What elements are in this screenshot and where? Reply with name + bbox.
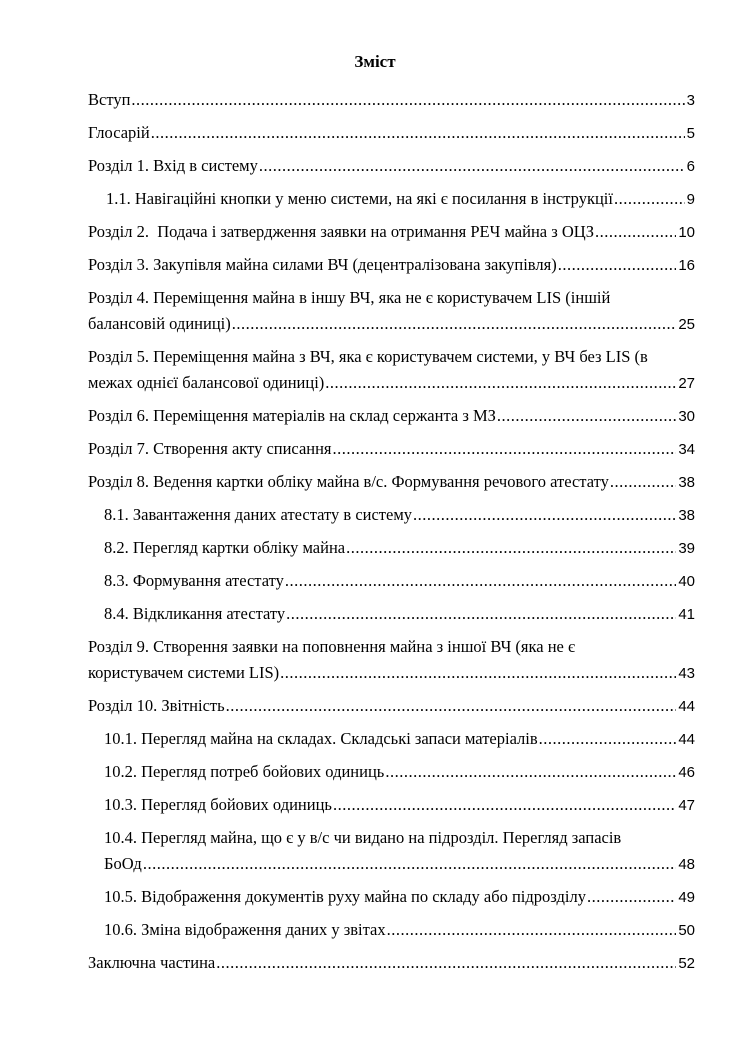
- toc-entry-label: 1.1. Навігаційні кнопки у меню системи, на які є посилання в інструкції: [106, 189, 613, 208]
- toc-entry-section-7[interactable]: [88, 439, 695, 460]
- toc-entry-label: Розділ 2. Подача і затвердження заявки на отримання РЕЧ майна з ОЦЗ: [88, 222, 594, 241]
- toc-entry-label: Розділ 8. Ведення картки обліку майна в/с. Формування речового атестату: [88, 472, 609, 491]
- toc-dot-leader: [286, 604, 676, 624]
- toc-entry-section-1[interactable]: [88, 156, 695, 177]
- toc-page-number: 49: [678, 889, 695, 906]
- toc-page-number: 48: [678, 856, 695, 873]
- toc-page-number: 5: [686, 125, 695, 142]
- toc-entry-label-first-line: Розділ 9. Створення заявки на поповнення майна з іншої ВЧ (яка не є: [88, 637, 576, 656]
- toc-dot-leader: [385, 762, 676, 782]
- toc-page-number: 40: [678, 573, 695, 590]
- toc-entry-section-8-2[interactable]: [104, 538, 695, 559]
- toc-page-number: 44: [678, 731, 695, 748]
- toc-entry-label-first-line: 10.4. Перегляд майна, що є у в/с чи видано на підрозділ. Перегляд запасів: [104, 828, 622, 847]
- toc-page-number: 6: [686, 158, 695, 175]
- toc-page-number: 46: [678, 764, 695, 781]
- toc-entry-label: 8.3. Формування атестату: [104, 571, 284, 590]
- toc-page-number: 38: [678, 474, 695, 491]
- toc-entry-section-8-1[interactable]: [104, 505, 695, 526]
- toc-page-number: 30: [678, 408, 695, 425]
- toc-page-number: 44: [678, 698, 695, 715]
- toc-page-number: 41: [678, 606, 695, 623]
- toc-page-number: 50: [678, 922, 695, 939]
- toc-entry-label-first-line: Розділ 4. Переміщення майна в іншу ВЧ, яка не є користувачем LIS (іншій: [88, 288, 611, 307]
- toc-entry-label: користувачем системи LIS): [88, 663, 280, 682]
- toc-dot-leader: [595, 222, 676, 242]
- toc-page-number: 10: [678, 224, 695, 241]
- toc-entry-label: БоОд: [104, 854, 142, 873]
- toc-page-number: 39: [678, 540, 695, 557]
- toc-dot-leader: [232, 314, 677, 334]
- toc-dot-leader: [346, 538, 676, 558]
- toc-entry-label: Розділ 7. Створення акту списання: [88, 439, 332, 458]
- toc-entry-label: Заключна частина: [88, 953, 216, 972]
- toc-page-number: 34: [678, 441, 695, 458]
- toc-entry-label: Глосарій: [88, 123, 150, 142]
- toc-dot-leader: [226, 696, 677, 716]
- toc-entry-label: Розділ 3. Закупівля майна силами ВЧ (децентралізована закупівля): [88, 255, 557, 274]
- toc-entry-section-10-3[interactable]: [104, 795, 695, 816]
- toc-entry-section-1-1[interactable]: [106, 189, 695, 210]
- toc-entry-section-9[interactable]: [88, 637, 695, 684]
- toc-page-number: 9: [686, 191, 695, 208]
- toc-entry-label: 10.2. Перегляд потреб бойових одиниць: [104, 762, 385, 781]
- toc-entry-section-4[interactable]: [88, 288, 695, 335]
- toc-dot-leader: [413, 505, 676, 525]
- toc-entry-label: 8.4. Відкликання атестату: [104, 604, 286, 623]
- toc-entry-conclusion[interactable]: [88, 953, 695, 974]
- toc-entry-section-8-4[interactable]: [104, 604, 695, 625]
- toc-entry-section-10-1[interactable]: [104, 729, 695, 750]
- toc-entry-section-3[interactable]: [88, 255, 695, 276]
- toc-entry-label: Вступ: [88, 90, 131, 109]
- toc-entry-section-10-6[interactable]: [104, 920, 695, 941]
- toc-page-number: 16: [678, 257, 695, 274]
- toc-entry-section-10-4[interactable]: [104, 828, 695, 875]
- table-of-contents: [88, 88, 695, 974]
- toc-page-number: 27: [678, 375, 695, 392]
- toc-dot-leader: [216, 953, 676, 973]
- toc-entry-intro[interactable]: [88, 90, 695, 111]
- toc-entry-section-10[interactable]: [88, 696, 695, 717]
- toc-dot-leader: [387, 920, 677, 940]
- toc-entry-section-2[interactable]: [88, 222, 695, 243]
- toc-page-number: 43: [678, 665, 695, 682]
- toc-dot-leader: [333, 439, 677, 459]
- toc-entry-label: 10.1. Перегляд майна на складах. Складські запаси матеріалів: [104, 729, 538, 748]
- toc-entry-section-10-5[interactable]: [104, 887, 695, 908]
- toc-dot-leader: [259, 156, 685, 176]
- toc-entry-section-5[interactable]: [88, 347, 695, 394]
- toc-dot-leader: [558, 255, 677, 275]
- toc-dot-leader: [151, 123, 685, 143]
- toc-page-number: 47: [678, 797, 695, 814]
- toc-entry-label: балансовій одиниці): [88, 314, 231, 333]
- toc-dot-leader: [280, 663, 676, 683]
- toc-entry-label: 8.2. Перегляд картки обліку майна: [104, 538, 346, 557]
- toc-entry-label: Розділ 10. Звітність: [88, 696, 225, 715]
- toc-entry-label: Розділ 6. Переміщення матеріалів на склад сержанта з МЗ: [88, 406, 496, 425]
- toc-dot-leader: [131, 90, 684, 110]
- toc-entry-section-8[interactable]: [88, 472, 695, 493]
- toc-dot-leader: [614, 189, 685, 209]
- toc-page-number: 25: [678, 316, 695, 333]
- toc-entry-label-first-line: Розділ 5. Переміщення майна з ВЧ, яка є користувачем системи, у ВЧ без LIS (в: [88, 347, 648, 366]
- toc-dot-leader: [143, 854, 676, 874]
- toc-entry-glossary[interactable]: [88, 123, 695, 144]
- toc-entry-label: 8.1. Завантаження даних атестату в систему: [104, 505, 413, 524]
- toc-page-number: 38: [678, 507, 695, 524]
- toc-entry-label: Розділ 1. Вхід в систему: [88, 156, 258, 175]
- toc-entry-section-10-2[interactable]: [104, 762, 695, 783]
- toc-page-number: 3: [686, 92, 695, 109]
- toc-dot-leader: [497, 406, 676, 426]
- toc-entry-label: 10.6. Зміна відображення даних у звітах: [104, 920, 386, 939]
- toc-entry-label: 10.3. Перегляд бойових одиниць: [104, 795, 332, 814]
- toc-page-number: 52: [678, 955, 695, 972]
- toc-dot-leader: [285, 571, 676, 591]
- toc-dot-leader: [325, 373, 676, 393]
- toc-entry-label: межах однієї балансової одиниці): [88, 373, 325, 392]
- toc-entry-section-6[interactable]: [88, 406, 695, 427]
- toc-entry-label: 10.5. Відображення документів руху майна по складу або підрозділу: [104, 887, 586, 906]
- toc-dot-leader: [610, 472, 676, 492]
- toc-dot-leader: [333, 795, 676, 815]
- toc-dot-leader: [587, 887, 676, 907]
- toc-dot-leader: [539, 729, 677, 749]
- page-title: Зміст: [354, 52, 396, 71]
- toc-entry-section-8-3[interactable]: [104, 571, 695, 592]
